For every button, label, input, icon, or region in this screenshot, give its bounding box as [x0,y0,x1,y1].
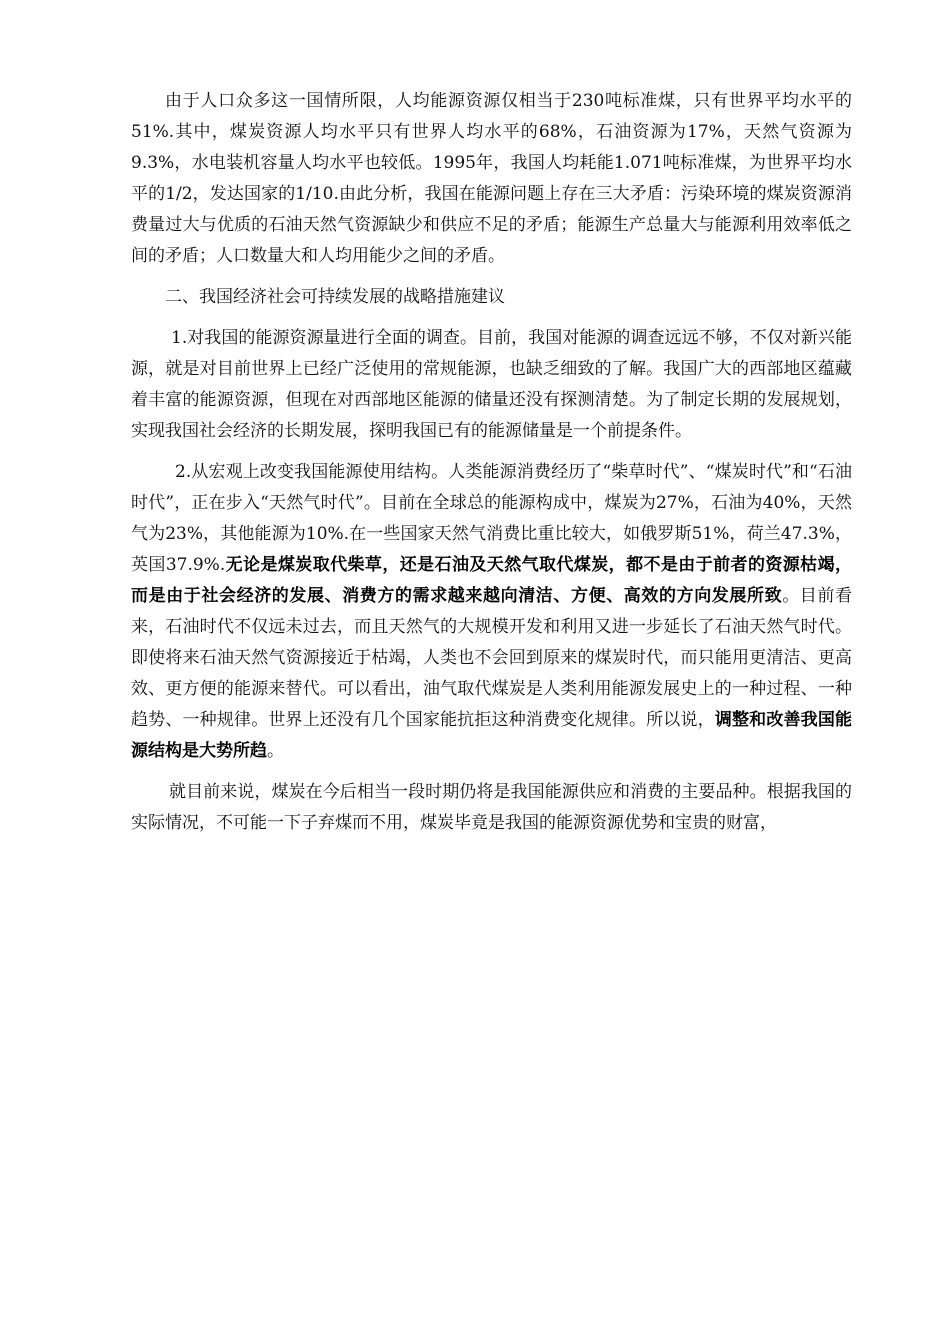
document-body [131,86,852,839]
energy-structure-bold-2: 调整和改善我国能源结构是大势所趋 [131,710,853,761]
energy-structure-bold-1: 无论是煤炭取代柴草，还是石油及天然气取代煤炭，都不是由于前者的资源枯竭，而是由于社会经济的发展、消费方的需求越来越向清洁、方便、高效的方向发展所致 [131,555,852,606]
energy-structure-text-3: 。 [267,741,284,761]
paragraph-energy-structure [131,457,852,767]
energy-structure-text-2: 。目前看来，石油时代不仅远未过去，而且天然气的大规模开发和利用又进一步延长了石油天然气时代。即使将来石油天然气资源接近于枯竭，人类也不会回到原来的煤炭时代，而只能用更清洁、更高效、更方便的能源来替代。可以看出，油气取代煤炭是人类利用能源发展史上的一种过程、一种趋势、一种规律。世界上还没有几个国家能抗拒这种消费变化规律。所以说， [131,586,853,730]
section-heading: 二、我国经济社会可持续发展的战略措施建议 [165,287,505,307]
energy-structure-text-1: 2.从宏观上改变我国能源使用结构。人类能源消费经历了“柴草时代”、“煤炭时代”和“石油时代”，正在步入“天然气时代”。目前在全球总的能源构成中，煤炭为27%，石油为40%，天然气为23%，其他能源为10%.在一些国家天然气消费比重比较大，如俄罗斯51%，荷兰47.3%，英国37.9%. [131,462,852,575]
paragraph-coal-supply: 就目前来说，煤炭在今后相当一段时期仍将是我国能源供应和消费的主要品种。根据我国的实际情况，不可能一下子弃煤而不用，煤炭毕竟是我国的能源资源优势和宝贵的财富， [131,782,852,833]
paragraph-resource-survey: 1.对我国的能源资源量进行全面的调查。目前，我国对能源的调查远远不够，不仅对新兴能源，就是对目前世界上已经广泛使用的常规能源，也缺乏细致的了解。我国广大的西部地区蕴藏着丰富的能源资源，但现在对西部地区能源的储量还没有探测清楚。为了制定长期的发展规划，实现我国社会经济的长期发展，探明我国已有的能源储量是一个前提条件。 [131,328,852,441]
paragraph-population-energy: 由于人口众多这一国情所限，人均能源资源仅相当于230吨标准煤，只有世界平均水平的51%.其中，煤炭资源人均水平只有世界人均水平的68%，石油资源为17%，天然气资源为9.3%，水电装机容量人均水平也较低。1995年，我国人均耗能1.071吨标准煤，为世界平均水平的1/2，发达国家的1/10.由此分析，我国在能源问题上存在三大矛盾：污染环境的煤炭资源消费量过大与优质的石油天然气资源缺少和供应不足的矛盾；能源生产总量大与能源利用效率低之间的矛盾；人口数量大和人均用能少之间的矛盾。 [131,91,852,266]
